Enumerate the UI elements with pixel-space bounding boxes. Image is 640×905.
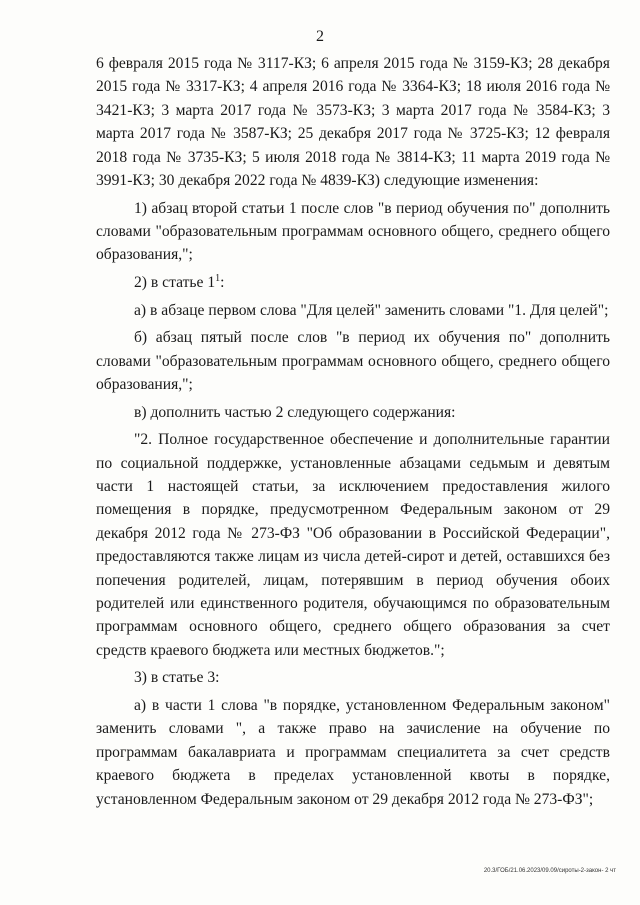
- item-2-text: 2) в статье 1: [134, 274, 216, 292]
- item-2-colon: :: [220, 274, 225, 292]
- item-2-superscript: 1: [215, 272, 221, 284]
- paragraph-item-2b: б) абзац пятый после слов "в период их обучения по" дополнить словами "образовательным программам основного общего, среднего общего образования,";: [96, 329, 610, 394]
- paragraph-amendments-intro: 6 февраля 2015 года № 3117-КЗ; 6 апреля 2015 года № 3159-КЗ; 28 декабря 2015 года № 3317-КЗ; 4 апреля 2016 года № 3364-КЗ; 18 июля 2016 года № 3421-КЗ; 3 марта 2017 года № 3573-КЗ; 3 марта 2017 года № 3584-КЗ; 3 марта 2017 года № 3587-КЗ; 25 декабря 2017 года № 3725-КЗ; 12 февраля 2018 года № 3735-КЗ; 5 июля 2018 года № 3814-КЗ; 11 марта 2019 года № 3991-КЗ; 30 декабря 2022 года № 4839-КЗ) следующие изменения:: [96, 55, 610, 190]
- paragraph-item-2a: a) в абзаце первом слова "Для целей" заменить словами "1. Для целей";: [134, 301, 609, 319]
- document-footer-code: 20.3/ГОБ/21.06.2023/09.09/сироты-2-закон- 2 чт: [483, 868, 616, 874]
- paragraph-item-3: 3) в статье 3:: [134, 669, 220, 687]
- page-number: 2: [316, 28, 324, 45]
- paragraph-part-2-text: "2. Полное государственное обеспечение и дополнительные гарантии по социальной поддержке, установленные абзацами седьмым и девятым части 1 настоящей статьи, за исключением предоставления жилого помещения в порядке, предусмотренном Федеральным законом от 29 декабря 2012 года № 273-ФЗ "Об образовании в Российской Федерации", предоставляются также лицам из числа детей-сирот и детей, оставшихся без попечения родителей, лицам, потерявшим в период обучения обоих родителей или единственного родителя, обучающимся по образовательным программам основного общего, среднего общего образования за счет средств краевого бюджета или местных бюджетов.";: [96, 431, 610, 659]
- document-body: [96, 52, 610, 815]
- paragraph-item-2: [96, 271, 610, 294]
- paragraph-item-1: 1) абзац второй статьи 1 после слов "в период обучения по" дополнить словами "образовательным программам основного общего, среднего общего образования,";: [96, 199, 610, 264]
- paragraph-item-2c: в) дополнить частью 2 следующего содержания:: [134, 403, 456, 421]
- paragraph-item-3a: а) в части 1 слова "в порядке, установленном Федеральным законом" заменить словами ", а также право на зачисление на обучение по программам бакалавриата и программам специалитета за счет средств краевого бюджета в пределах установленной квоты в порядке, установленном Федеральным законом от 29 декабря 2012 года № 273-ФЗ";: [96, 697, 610, 808]
